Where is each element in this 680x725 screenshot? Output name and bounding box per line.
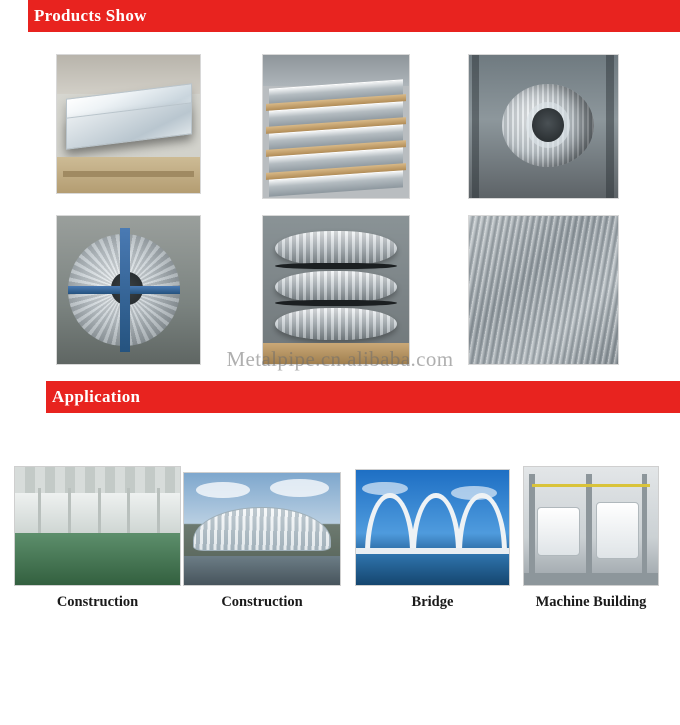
header-notch bbox=[0, 381, 46, 413]
products-section-header bbox=[0, 0, 680, 32]
steel-strip-coils-art bbox=[263, 216, 409, 364]
watermark: Metalpipe.cn.alibaba.com bbox=[226, 347, 454, 371]
product-image-aluminum-sheet-stack[interactable] bbox=[56, 54, 201, 194]
product-image-steel-strip-coils[interactable] bbox=[262, 215, 410, 365]
hairline-finish-texture-art bbox=[469, 216, 618, 364]
product-image-stainless-sheet-pile[interactable] bbox=[262, 54, 410, 199]
product-image-hairline-texture[interactable] bbox=[468, 215, 619, 365]
application-caption-construction-warehouse: Construction bbox=[56, 594, 139, 610]
bridge-art bbox=[356, 470, 509, 585]
products-section-title: Products Show bbox=[34, 6, 147, 25]
application-caption-machine-building: Machine Building bbox=[535, 594, 647, 610]
stadium-roof-art bbox=[184, 473, 340, 585]
application-section-title: Application bbox=[52, 387, 141, 406]
application-photo-machine-building[interactable] bbox=[523, 466, 659, 586]
steel-coil-strapped-art bbox=[57, 216, 200, 364]
product-image-steel-coil-factory[interactable] bbox=[468, 54, 619, 199]
application-items-row bbox=[0, 466, 680, 636]
application-caption-bridge: Bridge bbox=[411, 594, 454, 610]
application-photo-stadium[interactable] bbox=[183, 472, 341, 586]
products-image-grid bbox=[0, 52, 680, 367]
header-notch bbox=[0, 0, 28, 32]
machine-building-plant-art bbox=[524, 467, 658, 585]
stainless-sheet-pile-art bbox=[263, 55, 409, 198]
application-caption-construction-stadium: Construction bbox=[221, 594, 303, 610]
warehouse-interior-art bbox=[15, 467, 180, 585]
steel-coil-factory-art bbox=[469, 55, 618, 198]
application-photo-warehouse[interactable] bbox=[14, 466, 181, 586]
product-image-steel-coil-strapped[interactable] bbox=[56, 215, 201, 365]
application-section-header bbox=[0, 381, 680, 413]
application-photo-bridge[interactable] bbox=[355, 469, 510, 586]
aluminum-sheet-stack-art bbox=[57, 55, 200, 193]
